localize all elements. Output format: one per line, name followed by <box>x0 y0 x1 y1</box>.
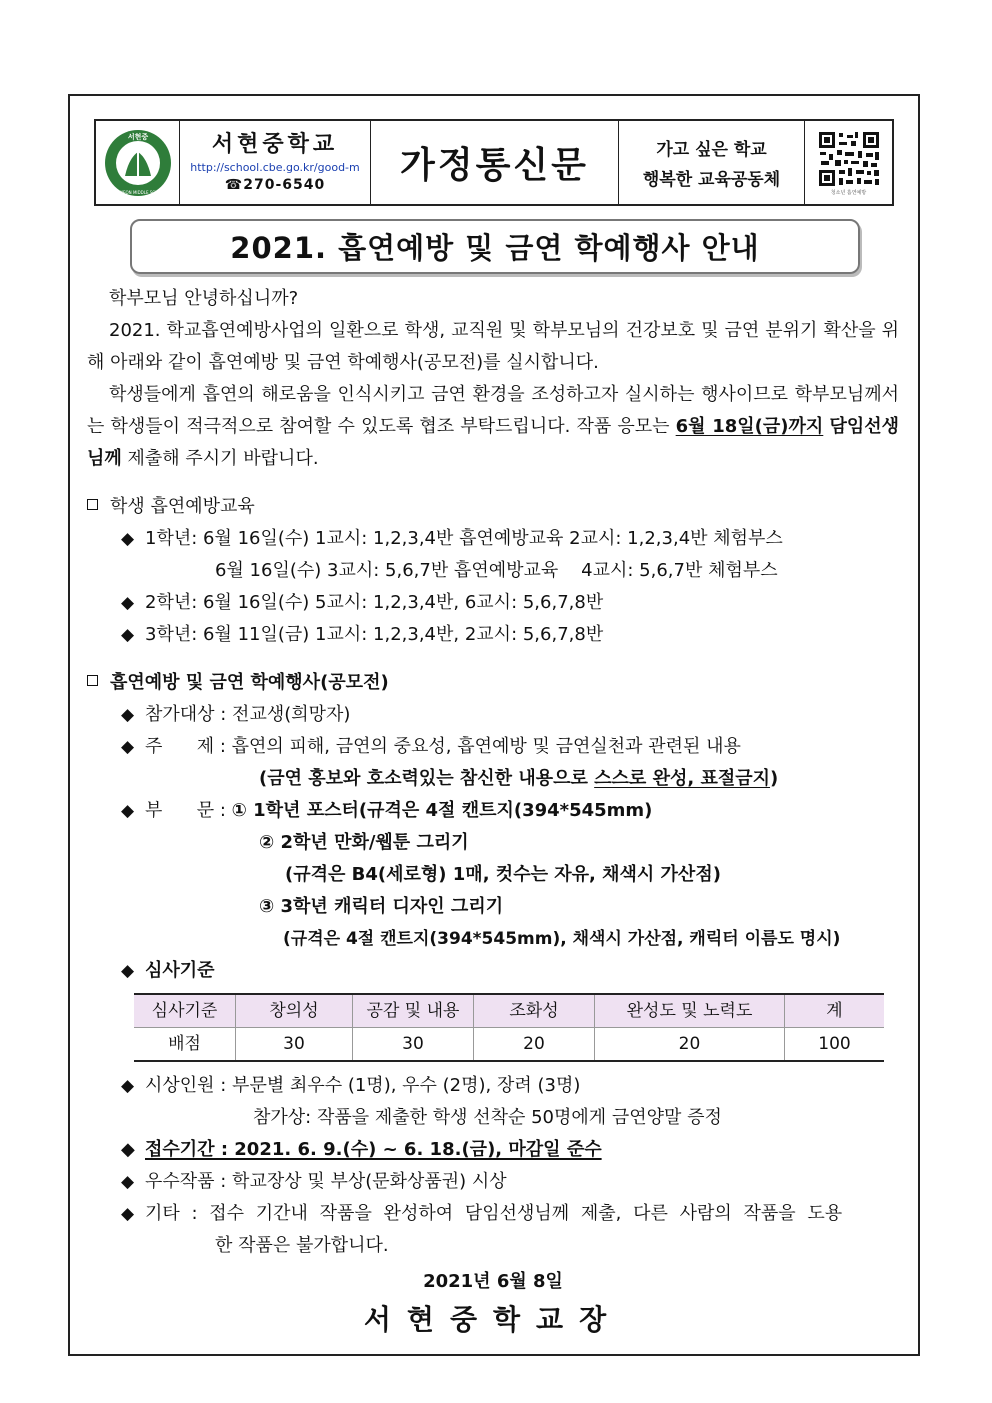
table-header-cell: 조화성 <box>474 994 595 1028</box>
event-category-2-note <box>87 859 899 891</box>
category-1-text: ① 1학년 포스터(규격은 4절 캔트지(394*545mm) <box>231 800 653 821</box>
diamond-bullet-icon: ◆ <box>121 737 135 757</box>
excellent-text: 우수작품 : 학교장상 및 부상(문화상품권) 시상 <box>145 1171 507 1192</box>
period-line <box>87 1134 899 1166</box>
newsletter-title: 가정통신문 <box>371 121 619 204</box>
etc-text: 기타 : 접수 기간내 작품을 완성하여 담임선생님께 제출, 다른 사람의 작품을 도용 <box>145 1203 843 1224</box>
table-cell: 20 <box>474 1028 595 1062</box>
logo-ring-text: SEOHYEON MIDDLE SCHOOL <box>108 189 167 195</box>
theme-note-emphasis: 스스로 완성, 표절금지 <box>594 768 771 789</box>
document-title: 2021. 흡연예방 및 금연 학예행사 안내 <box>130 219 860 274</box>
education-line-2 <box>87 555 899 587</box>
signer: 서현중학교장 <box>363 1303 623 1336</box>
etc-line <box>87 1198 899 1230</box>
event-theme <box>87 731 899 763</box>
school-info-cell <box>180 121 371 204</box>
education-heading-text: 학생 흡연예방교육 <box>110 496 255 517</box>
event-target <box>87 699 899 731</box>
diamond-bullet-icon: ◆ <box>121 705 135 725</box>
submit-to-text: 담임선생님께 <box>87 416 899 469</box>
category-3-text: ③ 3학년 캐릭터 디자인 그리기 <box>259 896 504 917</box>
qr-cell <box>805 121 892 204</box>
education-line-text: 1학년: 6월 16일(수) 1교시: 1,2,3,4반 흡연예방교육 2교시: 1,2,3,4반 체험부스 <box>145 528 783 549</box>
awards-line <box>87 1070 899 1102</box>
category-label: 부 문 : <box>145 800 226 821</box>
diamond-bullet-icon: ◆ <box>121 961 135 981</box>
logo-top-text: 서현중 <box>127 132 148 141</box>
education-section <box>87 491 899 651</box>
table-header-cell: 심사기준 <box>134 994 236 1028</box>
criteria-heading-text: 심사기준 <box>145 960 215 981</box>
school-logo-icon <box>103 128 173 198</box>
diamond-bullet-icon: ◆ <box>121 801 135 821</box>
motto-line-1: 가고 싶은 학교 <box>656 140 767 160</box>
education-line-4 <box>87 619 899 651</box>
school-url-link[interactable]: http://school.cbe.go.kr/good-m <box>190 161 360 174</box>
diamond-bullet-icon: ◆ <box>121 1204 135 1224</box>
education-line-text: 3학년: 6월 11일(금) 1교시: 1,2,3,4반, 2교시: 5,6,7,8반 <box>145 624 604 645</box>
table-cell: 100 <box>785 1028 885 1062</box>
table-header-cell: 창의성 <box>236 994 353 1028</box>
event-target-text: 참가대상 : 전교생(희망자) <box>145 704 351 725</box>
education-line-1 <box>87 523 899 555</box>
event-category-3-note <box>87 923 899 955</box>
event-category-3 <box>87 891 899 923</box>
theme-label: 주 제 : <box>145 736 226 757</box>
square-bullet-icon <box>87 675 98 686</box>
table-cell: 배점 <box>134 1028 236 1062</box>
intro-paragraph-2-end: 제출해 주시기 바랍니다. <box>127 448 319 469</box>
issue-date: 2021년 6월 8일 <box>423 1271 563 1292</box>
category-3-note-text: (규격은 4절 캔트지(394*545mm), 채색시 가산점, 캐릭터 이름도 명시) <box>283 929 841 949</box>
square-bullet-icon <box>87 499 98 510</box>
intro-paragraph-1: 2021. 학교흡연예방사업의 일환으로 학생, 교직원 및 학부모님의 건강보호 및 금연 분위기 확산을 위해 아래와 같이 흡연예방 및 금연 학예행사(공모전)를 실시합니다. <box>87 320 899 373</box>
period-underlined <box>87 1139 602 1160</box>
event-category-2 <box>87 827 899 859</box>
school-logo-cell <box>96 121 180 204</box>
event-heading <box>87 667 899 699</box>
intro-paragraph-2 <box>87 379 899 475</box>
greeting: 학부모님 안녕하십니까? <box>109 288 299 309</box>
diamond-bullet-icon: ◆ <box>121 529 135 549</box>
diamond-bullet-icon: ◆ <box>121 1139 135 1160</box>
criteria-table-row <box>134 1028 884 1062</box>
excellent-line <box>87 1166 899 1198</box>
theme-note-text: (금연 홍보와 호소력있는 참신한 내용으로 <box>259 768 595 789</box>
diamond-bullet-icon: ◆ <box>121 1172 135 1192</box>
table-cell: 30 <box>236 1028 353 1062</box>
table-cell: 20 <box>595 1028 785 1062</box>
letterhead <box>94 119 894 206</box>
etc-cont-text: 한 작품은 불가합니다. <box>215 1235 389 1256</box>
school-motto <box>619 121 805 204</box>
table-cell: 30 <box>353 1028 474 1062</box>
theme-note-close: ) <box>770 768 779 789</box>
participation-text: 참가상: 작품을 제출한 학생 선착순 50명에게 금연양말 증정 <box>253 1107 722 1128</box>
diamond-bullet-icon: ◆ <box>121 625 135 645</box>
category-2-text: ② 2학년 만화/웹툰 그리기 <box>259 832 469 853</box>
deadline-text: 6월 18일(금)까지 <box>675 416 824 437</box>
awards-text: 시상인원 : 부문별 최우수 (1명), 우수 (2명), 장려 (3명) <box>145 1075 581 1096</box>
event-section <box>87 667 899 1262</box>
school-name: 서현중학교 <box>211 132 339 157</box>
category-2-note-text: (규격은 B4(세로형) 1매, 컷수는 자유, 채색시 가산점) <box>285 864 721 885</box>
intro-paragraph-2-text: 학생들에게 흡연의 해로움을 인식시키고 금연 환경을 조성하고자 실시하는 행사이므로 학부모님께서는 학생들이 적극적으로 참여할 수 있도록 협조 부탁드립니다. 작품 응모는 <box>87 384 899 437</box>
theme-text: 흡연의 피해, 금연의 중요성, 흡연예방 및 금연실천과 관련된 내용 <box>231 736 741 757</box>
criteria-table <box>134 993 884 1062</box>
motto-line-2: 행복한 교육공동체 <box>642 170 781 190</box>
table-header-cell: 계 <box>785 994 885 1028</box>
school-phone: ☎270-6540 <box>224 177 326 193</box>
table-header-cell: 완성도 및 노력도 <box>595 994 785 1028</box>
event-heading-text: 흡연예방 및 금연 학예행사(공모전) <box>110 672 389 693</box>
participation-line <box>87 1102 899 1134</box>
event-theme-note <box>87 763 899 795</box>
education-line-3 <box>87 587 899 619</box>
table-header-cell: 공감 및 내용 <box>353 994 474 1028</box>
qr-caption: 청소년 흡연예방 <box>830 189 867 196</box>
document-body <box>87 283 899 1336</box>
education-line-text: 2학년: 6월 16일(수) 5교시: 1,2,3,4반, 6교시: 5,6,7,8반 <box>145 592 604 613</box>
qr-code-icon[interactable] <box>817 130 881 188</box>
diamond-bullet-icon: ◆ <box>121 1076 135 1096</box>
education-line-text: 6월 16일(수) 3교시: 5,6,7반 흡연예방교육 4교시: 5,6,7반 체험부스 <box>215 560 778 581</box>
period-text: 접수기간 : 2021. 6. 9.(수) ~ 6. 18.(금), 마감일 준수 <box>145 1139 602 1160</box>
criteria-table-header <box>134 994 884 1028</box>
criteria-heading <box>87 955 899 987</box>
education-heading <box>87 491 899 523</box>
etc-line-cont <box>87 1230 899 1262</box>
diamond-bullet-icon: ◆ <box>121 593 135 613</box>
event-category-1 <box>87 795 899 827</box>
